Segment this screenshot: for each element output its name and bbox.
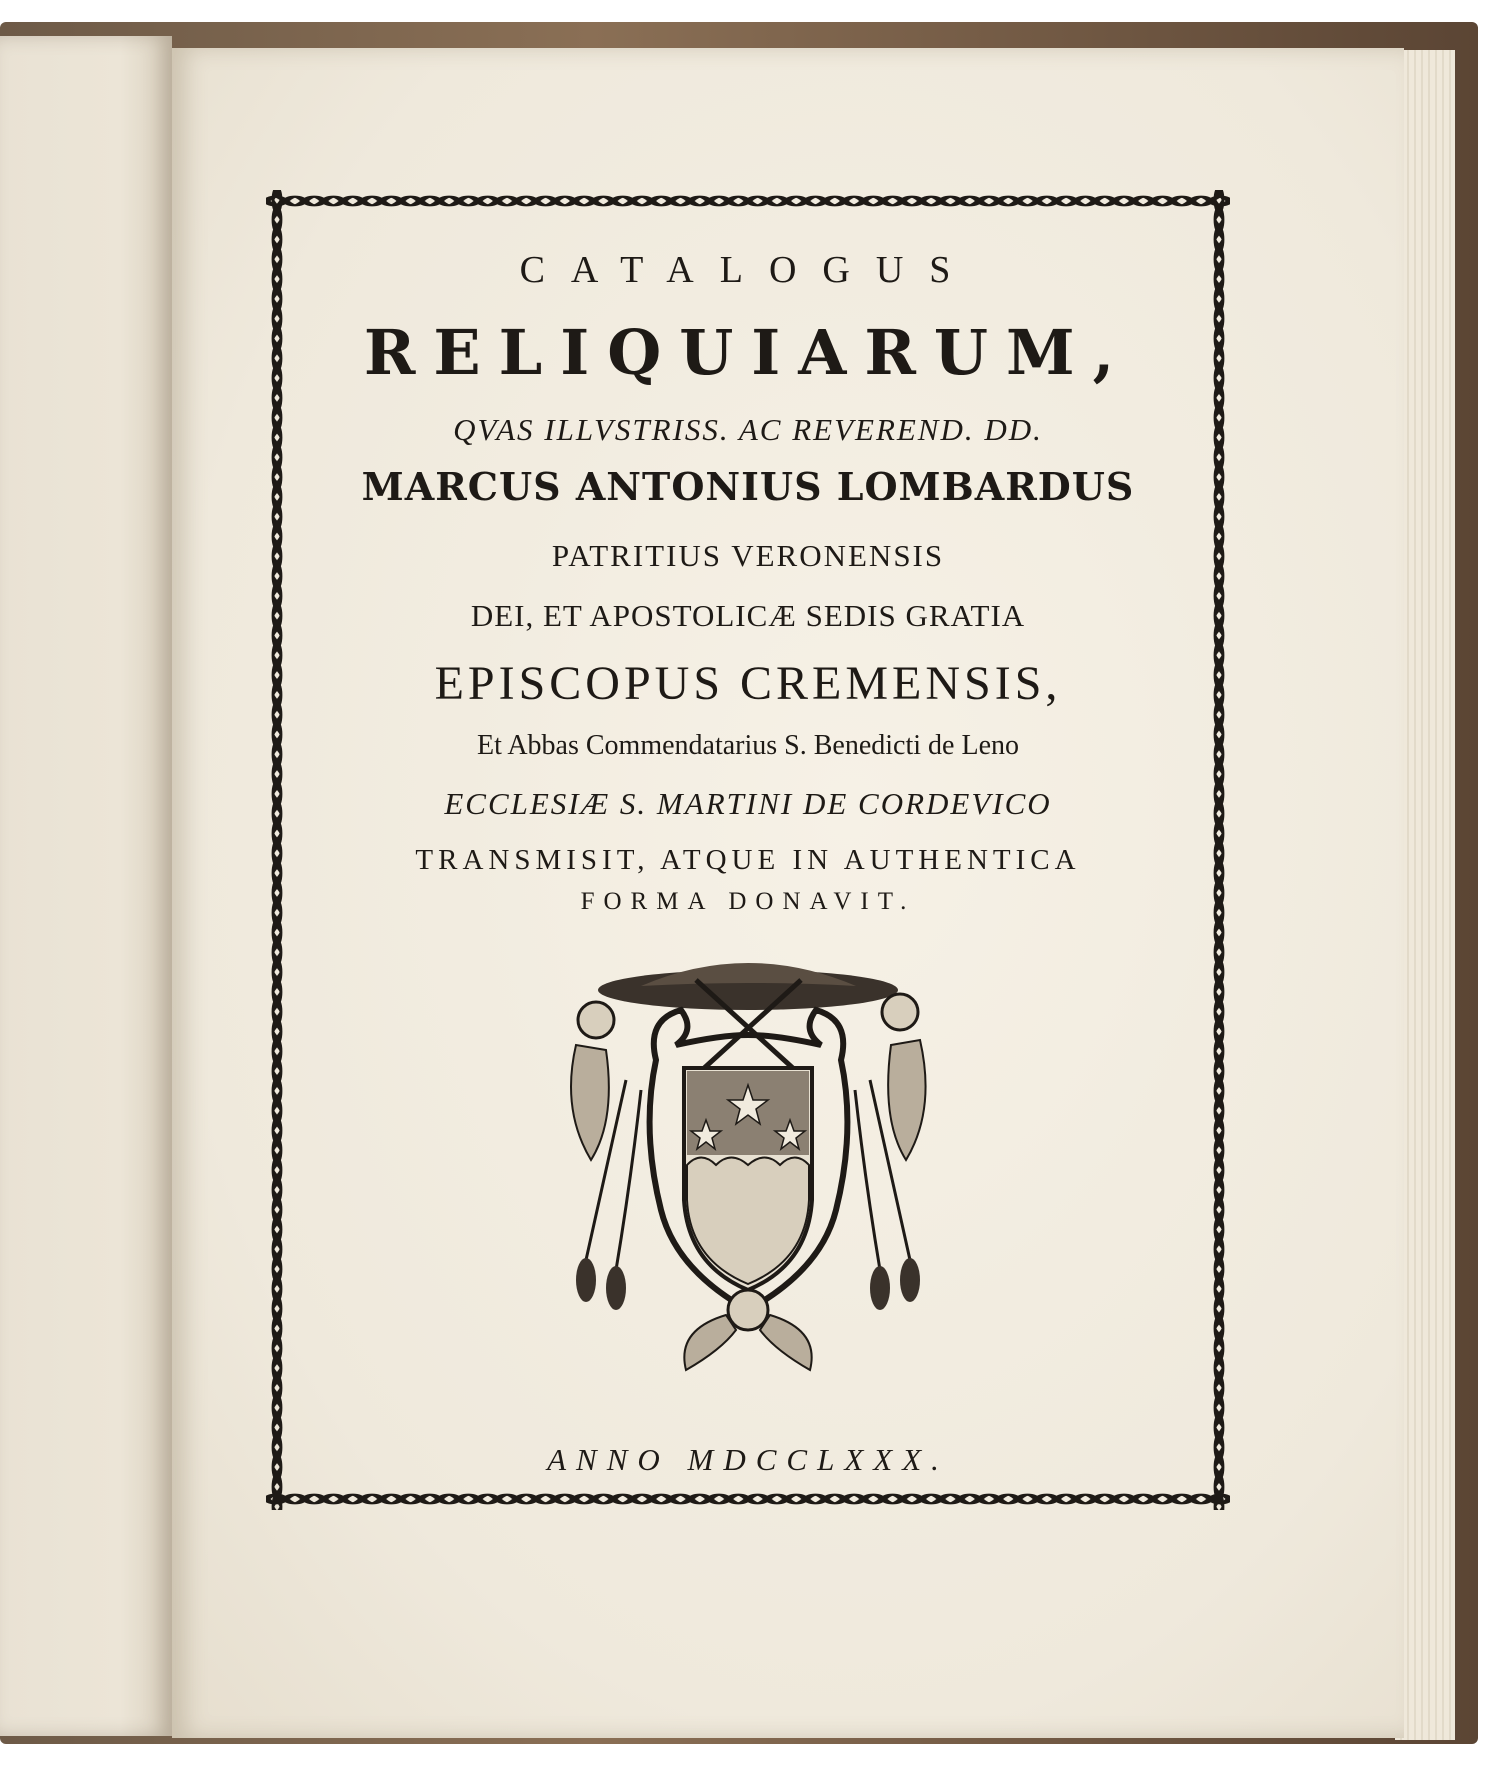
ecclesiae-line: ECCLESIÆ S. MARTINI DE CORDEVICO xyxy=(444,786,1052,821)
title-page-content xyxy=(296,220,1200,1480)
title-reliquiarum: RELIQUIARUM, xyxy=(363,316,1133,389)
frame-border-bottom xyxy=(266,1488,1230,1510)
frame-border-left xyxy=(266,190,288,1510)
subtitle-quas: QVAS ILLVSTRISS. AC REVEREND. DD. xyxy=(453,412,1043,447)
dei-line: DEI, ET APOSTOLICÆ SEDIS GRATIA xyxy=(470,598,1026,633)
patritius-line: PATRITIUS VERONENSIS xyxy=(551,538,945,573)
coat-of-arms-engraving xyxy=(546,950,950,1390)
abbas-line: Et Abbas Commendatarius S. Benedicti de Leno xyxy=(476,730,1019,761)
ornamental-frame xyxy=(266,190,1230,1510)
name-line: MARCUS ANTONIUS LOMBARDUS xyxy=(361,464,1135,509)
right-page xyxy=(172,48,1404,1738)
frame-border-top xyxy=(266,190,1230,212)
transmisit-line: TRANSMISIT, ATQUE IN AUTHENTICA xyxy=(415,844,1081,876)
forma-line: FORMA DONAVIT. xyxy=(580,888,916,915)
page-edges xyxy=(1395,50,1455,1740)
title-catalogus: CATALOGUS xyxy=(519,249,977,291)
date-line: ANNO MDCCLXXX. xyxy=(547,1442,949,1477)
left-page xyxy=(0,36,172,1736)
episcopus-line: EPISCOPUS CREMENSIS, xyxy=(434,657,1062,710)
frame-border-right xyxy=(1208,190,1230,1510)
